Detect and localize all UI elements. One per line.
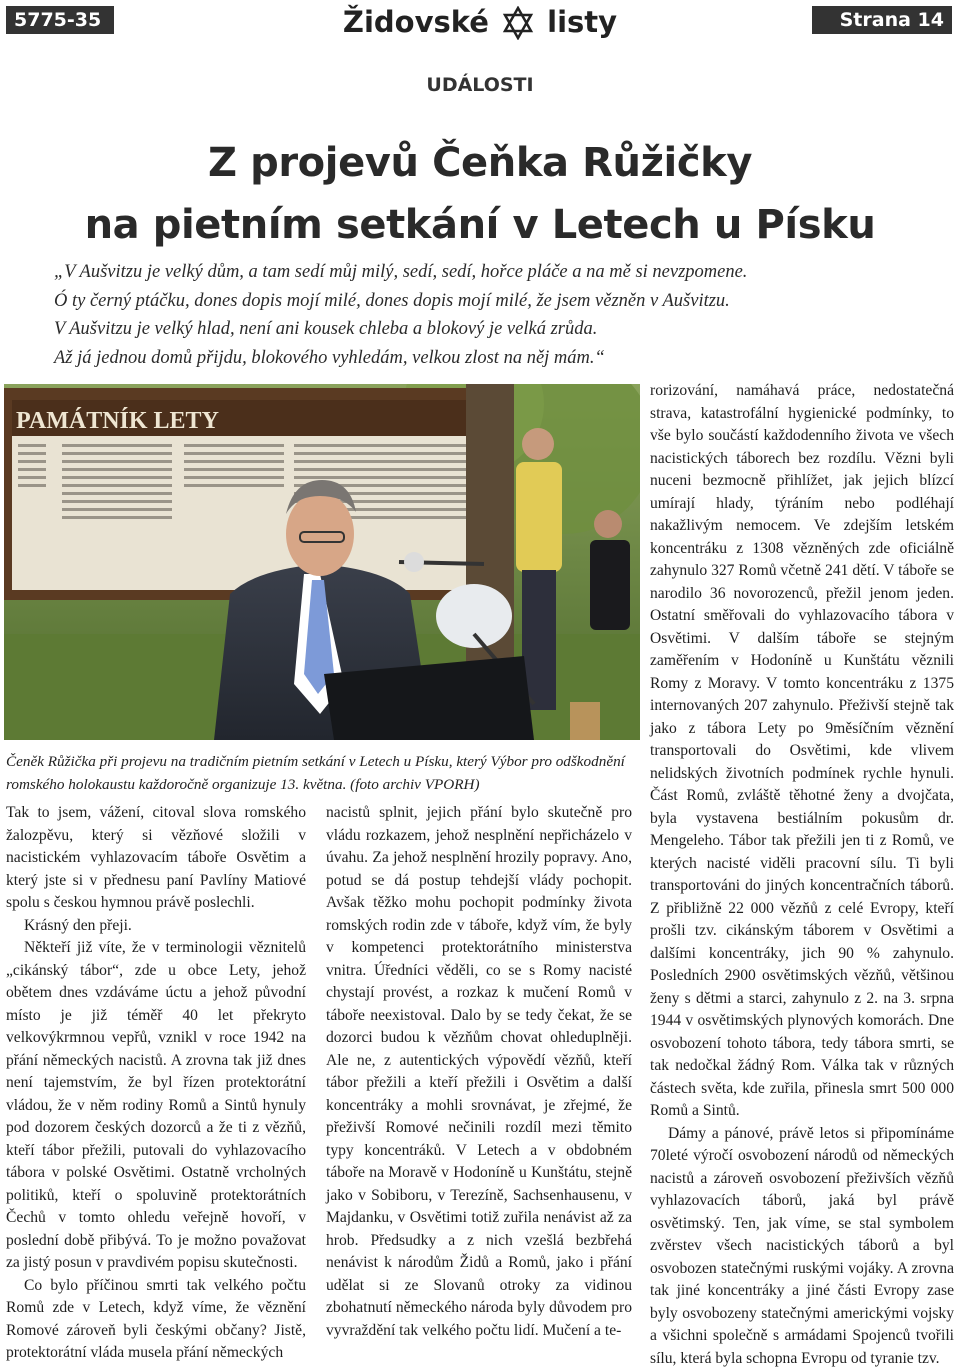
issue-number: 5775-35 xyxy=(6,6,114,34)
masthead xyxy=(300,2,660,42)
article-column-3 xyxy=(650,380,954,1370)
article-photo xyxy=(4,384,640,740)
paragraph: rorizování, namáhavá práce, nedostatečná strava, katastrofální hygienické podmínky, to vše bylo součástí každodenního života ve všech nacistických táborech bez rozdílu. Vězni byli nuceni bezmocně přihlížet, jak jejich blízcí umírají hlady, týráním nebo podléhají nakažlivým nemocem. Ve zdejším letském koncentráku z 1308 vězněných zde oficiálně zahynulo 327 Romů včetně 241 dětí. V táboře se narodilo 36 novorozenců, přežil jenom jeden. Ostatní směřovali do vyhlazovacího tábora v Osvětimi. V dalším táboře se stejným zaměřením v Hodoníně u Kunštátu věznili Romy z Moravy. V tomto koncentráku z 1375 internovaných 207 zahynulo. Přeživší stejně tak jako z tábora Lety po 9měsíčním věznění transportovali do Osvětimi, kde vlivem nelidských životních podmínek rychle hynuli. Část Romů, zvláště těhotné ženy a dvojčata, byla vystavena bestiálním pokusům dr. Mengeleho. Tábor tak přežili jen ti z Romů, ve kterých nacisté viděli pracovní sílu. Ti byli transportováni do jiných koncentračních táborů. Z přibližně 22 000 vězňů z celé Evropy, kteří prošli tzv. cikánským táborem v Osvětimi a dalšími koncentráky, jich 90 % zahynulo. Posledních 2900 osvětimských vězňů, většinou ženy s dětmi a starci, zahynulo z 2. na 3. srpna 1944 v osvětimských plynových komorách. Dne osvobození tohoto tábora, tedy tábora smrti, se tak nedočkal žádný Rom. Válka tak v různých částech světa, kde zuřila, přinesla smrt 500 000 Romů a Sintů. xyxy=(650,380,954,1123)
paragraph: Někteří již víte, že v terminologii věznitelů „cikánský tábor“, zde u obce Lety, jehož obětem dnes vzdáváme úctu a jehož původní místo je již téměř 40 let překryto velkovýkrmnou vepřů, vznikl v roce 1942 na přání německých nacistů. A zrovna tak již dnes není tajemstvím, že byl řízen protektorátní vládou, že v něm rodiny Romů a Sintů hynuly pod dozorem českých dozorců a že ti z vězňů, kteří tábor přežili, putovali do vyhlazovacího tábora v polské Osvětimi. Ostatně vrcholných politiků, kteří o spoluvině protektorátních Čechů v tomto ohledu veřejně hovoří, v poslední době přibývá. To je možno považovat za jistý posun v pravdivém popisu skutečnosti. xyxy=(6,937,306,1275)
lament-quote xyxy=(54,258,914,372)
article-column-1 xyxy=(6,802,306,1365)
quote-line: „V Aušvitzu je velký dům, a tam sedí můj milý, sedí, sedí, hořce pláče a na mě si nevzpomene. xyxy=(54,258,914,287)
star-of-david-icon xyxy=(501,6,535,40)
paragraph: Dámy a pánové, právě letos si připomínáme 70leté výročí osvobození národů od německých nacistů a zároveň osvobození přeživších vězňů vyhlazovacích táborů, jaká byl právě osvětimský. Ten, jak víme, se stal symbolem zvěrstev všech nacistických táborů a byl osvobozen statečnými ruskými vojáky. A zrovna tak jiné koncentráky a jiné části Evropy zase byly osvobozeny statečnými americkými vojsky a všichni společně s armádami Spojenců tvořili sílu, která byla schopna Evropu od tyranie tzv. xyxy=(650,1123,954,1370)
paragraph: Tak to jsem, vážení, citoval slova romského žalozpěvu, který si vězňové složili v nacistickém vyhlazovacím táboře Osvětim a který jste si v přednesu paní Pavlíny Matiové spolu s českou hymnou právě poslechli. xyxy=(6,802,306,915)
quote-line: Až já jednou domů přijdu, blokového vyhledám, velkou zlost na něj mám.“ xyxy=(54,344,914,373)
quote-line: V Aušvitzu je velký hlad, není ani kousek chleba a blokový je velká zrůda. xyxy=(54,315,914,344)
paragraph: nacistů splnit, jejich přání bylo skutečně pro vládu rozkazem, jehož nesplnění nepřicházelo v úvahu. Za jehož nesplnění hrozily popravy. Ano, potud se dá postup tehdejší vlády pochopit. Avšak těžko mohu pochopit podmínky života romských rodin zde v táboře, když vím, že byly v kompetenci protektorátního ministerstva vnitra. Úředníci věděli, co se s Romy nacisté chystají provést, a rozkaz k mučení Romů v táboře neexistoval. Dalo by se tedy čekat, že se dozorci budou k vězňům chovat ohleduplněji. Ale ne, z autentických výpovědí vězňů, kteří tábor přežili a kteří přežili i Osvětim a další koncentráky a mohli srovnávat, je zřejmé, že přeživší Romové nečinili rozdíl mezi těmito typy koncentráků. V Letech a v obdobném táboře na Moravě v Hodoníně u Kunštátu, stejně jako v Sobiboru, v Terezíně, Sachsenhausenu, v Majdanku, v Osvětimi totiž zuřila nenávist až za hrob. Předsudky a z nich vzešlá bezbřehá nenávist k národům Židů a Romů, jako i přání udělat si ze Slovanů otroky za vidinou zbohatnutí německého národa byly důvodem pro vyvraždění tak velkého počtu lidí. Mučení a te- xyxy=(326,802,632,1342)
masthead-title-right: listy xyxy=(547,5,617,39)
speaker-photo-illustration xyxy=(4,384,640,740)
sign-text: PAMÁTNÍK LETY xyxy=(16,408,219,434)
paragraph: Krásný den přeji. xyxy=(6,915,306,938)
headline-line-2: na pietním setkání v Letech u Písku xyxy=(0,194,960,256)
masthead-title-left: Židovské xyxy=(343,5,489,39)
section-title: UDÁLOSTI xyxy=(0,74,960,96)
headline xyxy=(0,132,960,256)
page-number: Strana 14 xyxy=(812,6,952,34)
headline-line-1: Z projevů Čeňka Růžičky xyxy=(0,132,960,194)
photo-caption: Čeněk Růžička při projevu na tradičním pietním setkání v Letech u Písku, který Výbor pro odškodnění romského holokaustu každoročně organizuje 13. května. (foto archiv VPORH) xyxy=(6,750,636,796)
article-column-2 xyxy=(326,802,632,1342)
paragraph: Co bylo příčinou smrti tak velkého počtu Romů zde v Letech, když víme, že věznění Romové zároveň byli českými občany? Jistě, protektorátní vláda musela přání německých xyxy=(6,1275,306,1365)
quote-line: Ó ty černý ptáčku, dones dopis mojí milé, dones dopis mojí milé, že jsem vězněn v Aušvitzu. xyxy=(54,287,914,316)
